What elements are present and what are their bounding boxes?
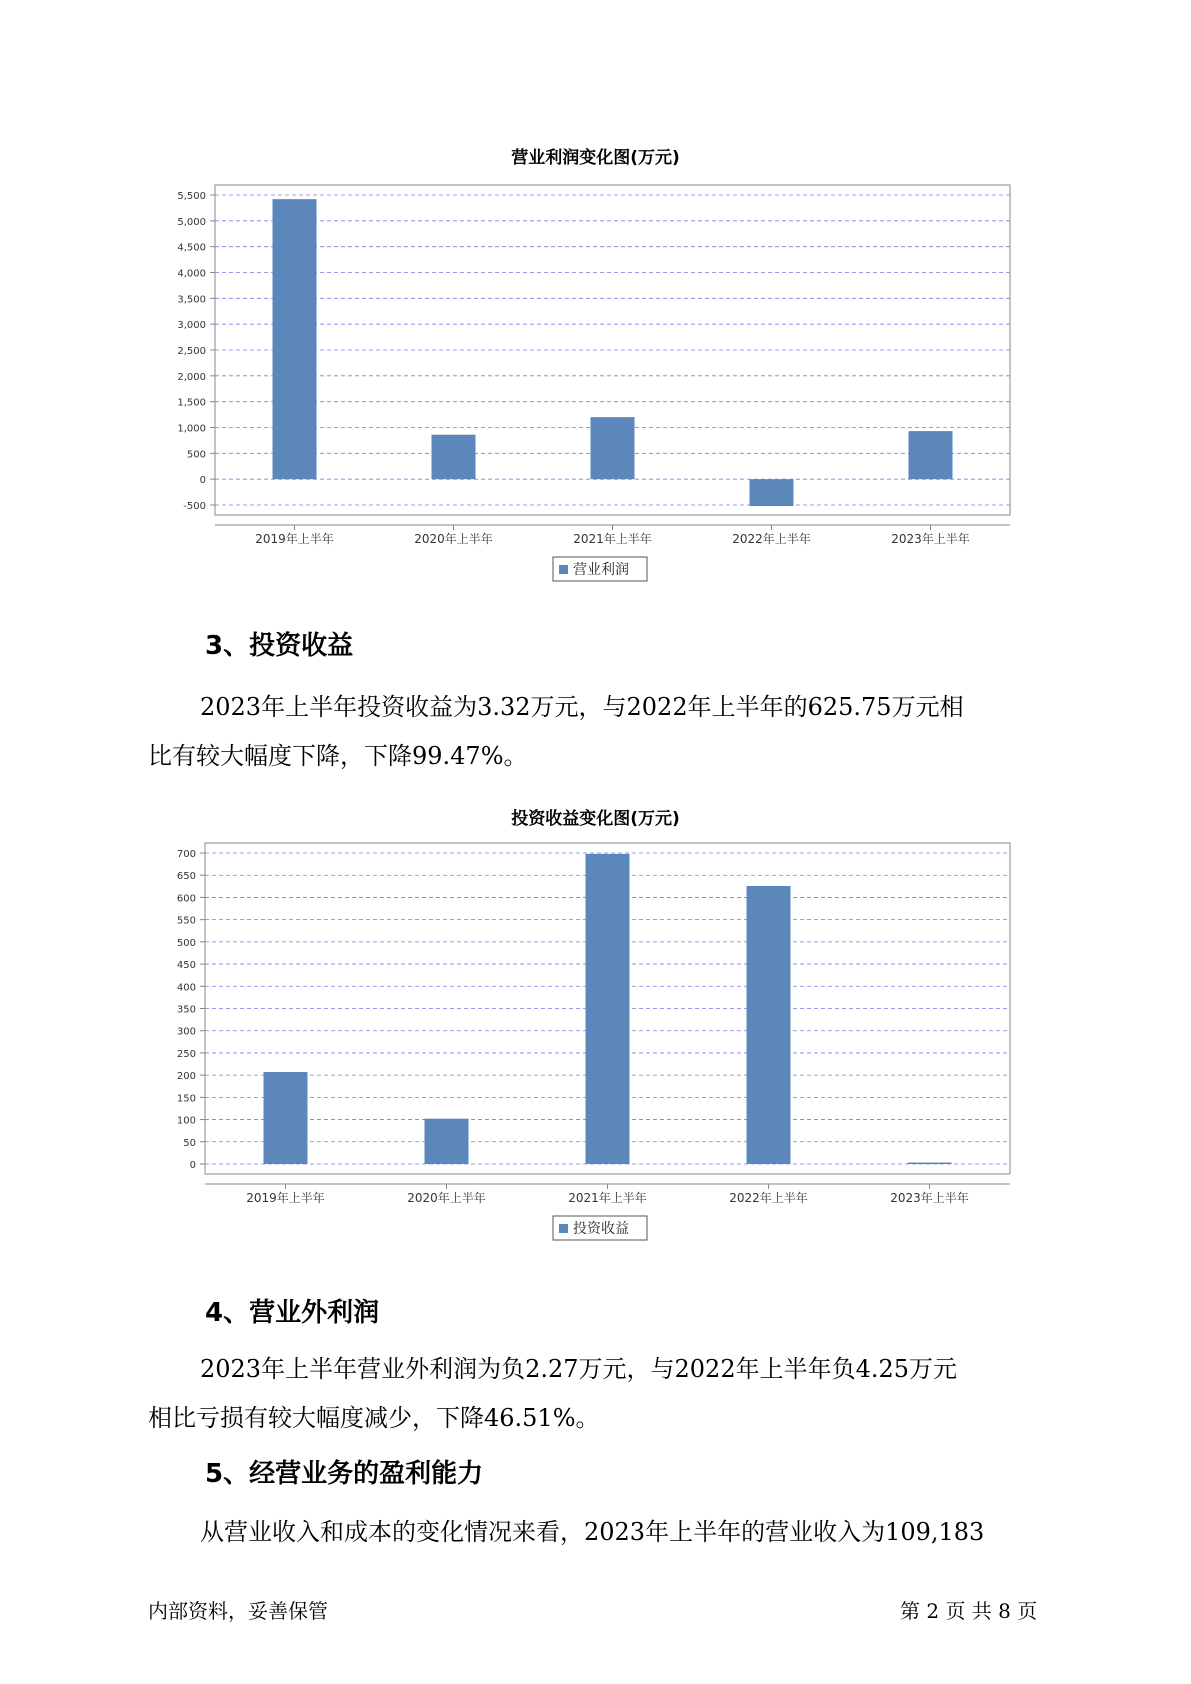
y-tick-label: 500: [186, 449, 206, 461]
legend-swatch: [559, 1224, 568, 1233]
legend-label: 营业利润: [573, 562, 629, 578]
bar: [747, 886, 791, 1164]
y-tick-label: 5,000: [177, 216, 206, 228]
y-tick-label: 400: [176, 982, 196, 994]
y-tick-label: 300: [176, 1026, 196, 1038]
y-tick-label: 350: [176, 1004, 196, 1016]
x-tick-label: 2023年上半年: [890, 1191, 969, 1205]
investment-income-chart: [0, 820, 1191, 1255]
y-tick-label: 600: [176, 893, 196, 905]
x-tick-label: 2023年上半年: [891, 532, 970, 546]
footer-page-number: 第 2 页 共 8 页: [900, 1599, 1038, 1623]
operating-profit-chart: [0, 160, 1191, 595]
y-tick-label: 0: [189, 1160, 196, 1171]
investment-income-chart-title: 投资收益变化图(万元): [511, 809, 680, 829]
x-tick-label: 2020年上半年: [407, 1191, 486, 1205]
y-tick-label: 150: [176, 1093, 196, 1105]
bar: [264, 1072, 308, 1164]
y-tick-label: 550: [176, 915, 196, 927]
bar: [273, 199, 317, 479]
y-tick-label: -500: [183, 501, 206, 512]
x-tick-label: 2021年上半年: [568, 1191, 647, 1205]
x-tick-label: 2022年上半年: [729, 1191, 808, 1205]
x-tick-label: 2020年上半年: [414, 532, 493, 546]
investment-line-2: 比有较大幅度下降，下降99.47%。: [148, 742, 528, 770]
legend-swatch: [559, 565, 568, 574]
y-tick-label: 650: [176, 871, 196, 883]
y-tick-label: 500: [176, 937, 196, 949]
y-tick-label: 0: [199, 475, 206, 487]
section-heading-investment: 3、投资收益: [205, 631, 354, 661]
y-tick-label: 1,000: [177, 423, 206, 435]
non-operating-line-1: 2023年上半年营业外利润为负2.27万元，与2022年上半年负4.25万元: [200, 1355, 958, 1383]
y-tick-label: 450: [176, 960, 196, 972]
non-operating-line-2: 相比亏损有较大幅度减少，下降46.51%。: [148, 1404, 600, 1432]
investment-line-1: 2023年上半年投资收益为3.32万元，与2022年上半年的625.75万元相: [200, 693, 964, 721]
operating-profit-chart-title: 营业利润变化图(万元): [511, 148, 680, 168]
footer-confidential-note: 内部资料，妥善保管: [148, 1599, 328, 1623]
y-tick-label: 4,000: [177, 268, 206, 280]
investment-paragraph: [148, 683, 1078, 781]
bar: [750, 479, 794, 506]
profitability-line-1: 从营业收入和成本的变化情况来看，2023年上半年的营业收入为109,183: [200, 1518, 985, 1546]
y-tick-label: 4,500: [177, 242, 206, 254]
section-heading-non-operating: 4、营业外利润: [205, 1298, 380, 1328]
y-tick-label: 2,000: [177, 371, 206, 383]
bar: [586, 854, 630, 1164]
x-tick-label: 2019年上半年: [255, 532, 334, 546]
x-tick-label: 2021年上半年: [573, 532, 652, 546]
y-tick-label: 5,500: [177, 191, 206, 202]
y-tick-label: 700: [176, 849, 196, 860]
bar: [432, 435, 476, 479]
bar: [591, 417, 635, 479]
section-heading-profitability: 5、经营业务的盈利能力: [205, 1459, 484, 1489]
non-operating-paragraph: [148, 1345, 1078, 1443]
y-tick-label: 3,000: [177, 320, 206, 332]
y-tick-label: 200: [176, 1071, 196, 1083]
bar: [425, 1119, 469, 1164]
bar: [908, 1163, 952, 1165]
y-tick-label: 250: [176, 1048, 196, 1060]
bar: [909, 431, 953, 479]
y-tick-label: 3,500: [177, 294, 206, 306]
x-tick-label: 2022年上半年: [732, 532, 811, 546]
y-tick-label: 100: [176, 1115, 196, 1127]
x-tick-label: 2019年上半年: [246, 1191, 325, 1205]
y-tick-label: 50: [183, 1137, 196, 1149]
profitability-paragraph: [148, 1508, 1088, 1557]
y-tick-label: 1,500: [177, 397, 206, 409]
y-tick-label: 2,500: [177, 346, 206, 357]
legend-label: 投资收益: [573, 1221, 629, 1237]
